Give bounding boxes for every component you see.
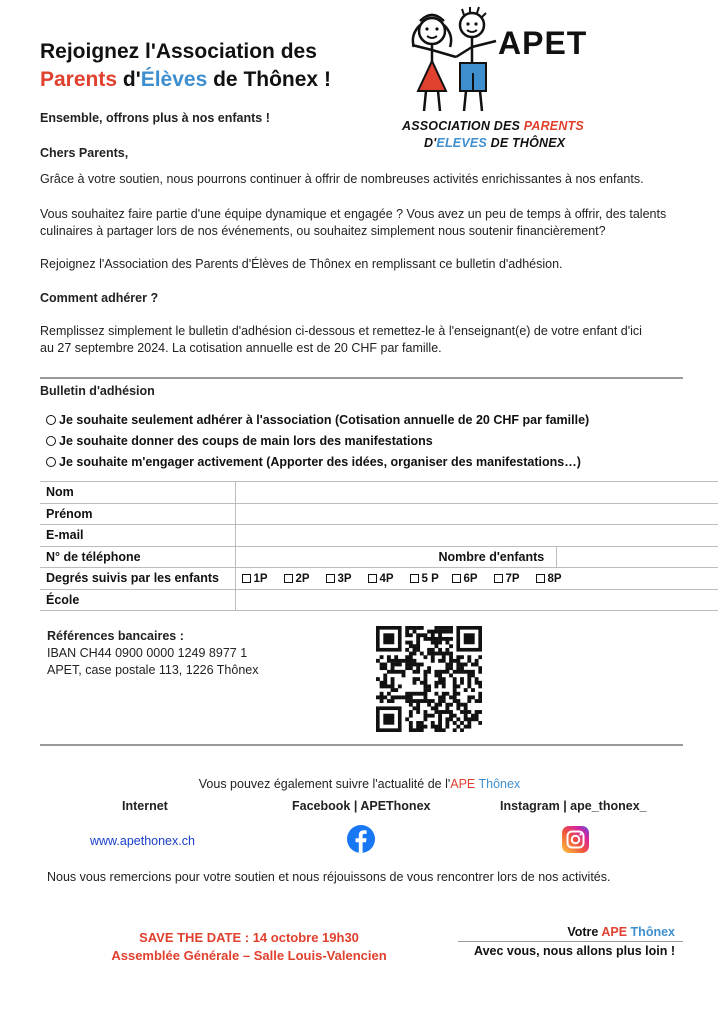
checkbox-icon[interactable] bbox=[326, 574, 335, 583]
divider-bottom bbox=[40, 744, 683, 746]
website-link[interactable]: www.apethonex.ch bbox=[90, 834, 195, 848]
option-adherer-label: Je souhaite seulement adhérer à l'association (Cotisation annuelle de 20 CHF par famille) bbox=[59, 413, 590, 427]
degree-label: 7P bbox=[505, 573, 520, 586]
facebook-icon[interactable] bbox=[347, 825, 375, 853]
checkbox-icon[interactable] bbox=[242, 574, 251, 583]
degree-label: 6P bbox=[463, 573, 478, 586]
membership-form-table bbox=[40, 481, 718, 611]
checkbox-icon[interactable] bbox=[368, 574, 377, 583]
row-email bbox=[40, 525, 718, 547]
bank-address: APET, case postale 113, 1226 Thônex bbox=[47, 663, 259, 677]
logo-line2-prefix: D' bbox=[424, 136, 437, 150]
instagram-icon[interactable] bbox=[562, 826, 589, 853]
qr-code-icon bbox=[376, 626, 482, 732]
field-prenom[interactable] bbox=[235, 503, 718, 525]
facebook-label: Facebook | APEThonex bbox=[292, 799, 431, 813]
paragraph-3: Rejoignez l'Association des Parents d'Élèves de Thônex en remplissant ce bulletin d'adhésion. bbox=[40, 257, 563, 271]
paragraph-2-line1: Vous souhaitez faire partie d'une équipe dynamique et engagée ? Vous avez un peu de temps à offrir, des talents bbox=[40, 207, 667, 221]
checkbox-icon[interactable] bbox=[410, 574, 419, 583]
degree-7p[interactable] bbox=[494, 573, 536, 585]
title-line2 bbox=[40, 66, 331, 94]
divider-top bbox=[40, 377, 683, 379]
greeting: Chers Parents, bbox=[40, 146, 129, 160]
checkbox-icon[interactable] bbox=[536, 574, 545, 583]
signature-divider bbox=[458, 941, 683, 942]
paragraph-4-line2: au 27 septembre 2024. La cotisation annuelle est de 20 CHF par famille. bbox=[40, 341, 442, 355]
row-degres bbox=[40, 568, 718, 590]
follow-prefix: Vous pouvez également suivre l'actualité de l' bbox=[198, 777, 451, 791]
logo-line2-suffix: DE THÔNEX bbox=[486, 136, 566, 150]
logo-line1-prefix: ASSOCIATION DES bbox=[402, 119, 524, 133]
page-title bbox=[40, 38, 331, 94]
follow-thonex: Thônex bbox=[475, 777, 521, 791]
save-date-line: SAVE THE DATE : 14 octobre 19h30 bbox=[139, 930, 359, 945]
votre-text: Votre bbox=[567, 925, 602, 939]
signature-thonex: Thônex bbox=[627, 925, 675, 939]
paragraph-4 bbox=[40, 323, 642, 357]
option-coups-de-main[interactable] bbox=[46, 432, 589, 450]
nb-enfants-divider bbox=[556, 547, 557, 568]
save-the-date bbox=[90, 929, 408, 965]
degree-label: 8P bbox=[547, 573, 562, 586]
degree-label: 2P bbox=[295, 573, 310, 586]
field-ecole[interactable] bbox=[235, 589, 718, 611]
option-adherer[interactable] bbox=[46, 411, 589, 429]
bank-references bbox=[47, 628, 259, 679]
bulletin-heading: Bulletin d'adhésion bbox=[40, 384, 155, 398]
paragraph-2-line2: culinaires à partager lors de nos événements, ou souhaitez simplement nous soutenir financièrement? bbox=[40, 224, 606, 238]
label-phone: N° de téléphone bbox=[40, 546, 235, 568]
degree-5p[interactable] bbox=[410, 573, 452, 585]
signature-votre-ape bbox=[458, 925, 675, 939]
title-rest: de Thônex ! bbox=[207, 68, 331, 91]
field-nom[interactable] bbox=[235, 482, 718, 504]
logo-line1 bbox=[402, 119, 584, 133]
row-nom bbox=[40, 482, 718, 504]
degree-label: 3P bbox=[337, 573, 352, 586]
title-line1: Rejoignez l'Association des bbox=[40, 40, 317, 63]
checkbox-icon[interactable] bbox=[494, 574, 503, 583]
option-engager[interactable] bbox=[46, 453, 589, 471]
degree-label: 5 P bbox=[421, 573, 439, 586]
paragraph-1: Grâce à votre soutien, nous pourrons continuer à offrir de nombreuses activités enrichissantes à nos enfants. bbox=[40, 172, 644, 186]
follow-text bbox=[0, 776, 719, 793]
membership-options bbox=[46, 411, 589, 471]
row-prenom bbox=[40, 503, 718, 525]
title-d: d' bbox=[117, 68, 141, 91]
option-coups-de-main-label: Je souhaite donner des coups de main lors des manifestations bbox=[59, 434, 433, 448]
degree-3p[interactable] bbox=[326, 573, 368, 585]
label-email: E-mail bbox=[40, 525, 235, 547]
checkbox-icon[interactable] bbox=[284, 574, 293, 583]
how-heading: Comment adhérer ? bbox=[40, 291, 159, 305]
radio-coups-de-main[interactable] bbox=[46, 436, 56, 446]
assembly-line: Assemblée Générale – Salle Louis-Valencien bbox=[111, 948, 387, 963]
degree-2p[interactable] bbox=[284, 573, 326, 585]
label-nb-enfants: Nombre d'enfants bbox=[438, 549, 545, 564]
degree-6p[interactable] bbox=[452, 573, 494, 585]
internet-label: Internet bbox=[122, 799, 168, 813]
logo-line2-eleves: ELEVES bbox=[436, 136, 487, 150]
title-eleves: Élèves bbox=[140, 68, 208, 91]
row-phone bbox=[40, 546, 718, 568]
paragraph-4-line1: Remplissez simplement le bulletin d'adhésion ci-dessous et remettez-le à l'enseignant(e) de votre enfant d'ici bbox=[40, 324, 642, 338]
row-ecole bbox=[40, 589, 718, 611]
option-engager-label: Je souhaite m'engager activement (Apporter des idées, organiser des manifestations…) bbox=[59, 455, 581, 469]
radio-adherer[interactable] bbox=[46, 415, 56, 425]
tagline: Ensemble, offrons plus à nos enfants ! bbox=[40, 111, 270, 125]
thanks-text: Nous vous remercions pour votre soutien et nous réjouissons de vous rencontrer lors de nos activités. bbox=[47, 870, 611, 884]
label-prenom: Prénom bbox=[40, 503, 235, 525]
degree-8p[interactable] bbox=[536, 573, 578, 585]
checkbox-icon[interactable] bbox=[452, 574, 461, 583]
degree-label: 1P bbox=[253, 573, 268, 586]
logo-apet-text bbox=[498, 25, 587, 62]
follow-ape: APE bbox=[450, 777, 476, 791]
field-phone[interactable] bbox=[235, 546, 718, 568]
degree-label: 4P bbox=[379, 573, 394, 586]
bank-heading: Références bancaires : bbox=[47, 629, 184, 643]
label-nom: Nom bbox=[40, 482, 235, 504]
logo-line2 bbox=[424, 136, 565, 150]
logo-apet: APET bbox=[498, 25, 588, 61]
label-ecole: École bbox=[40, 589, 235, 611]
logo-line1-parents: PARENTS bbox=[523, 119, 584, 133]
degree-4p[interactable] bbox=[368, 573, 410, 585]
field-email[interactable] bbox=[235, 525, 718, 547]
instagram-label: Instagram | ape_thonex_ bbox=[500, 799, 647, 813]
motto: Avec vous, nous allons plus loin ! bbox=[474, 944, 675, 958]
radio-engager[interactable] bbox=[46, 457, 56, 467]
signature-ape: APE bbox=[601, 925, 628, 939]
paragraph-2 bbox=[40, 206, 666, 240]
title-parents: Parents bbox=[40, 68, 118, 91]
label-degres: Degrés suivis par les enfants bbox=[40, 568, 235, 590]
degree-1p[interactable] bbox=[242, 573, 284, 585]
apet-logo bbox=[400, 5, 600, 155]
field-degres bbox=[235, 568, 718, 590]
bank-iban: IBAN CH44 0900 0000 1249 8977 1 bbox=[47, 646, 248, 660]
